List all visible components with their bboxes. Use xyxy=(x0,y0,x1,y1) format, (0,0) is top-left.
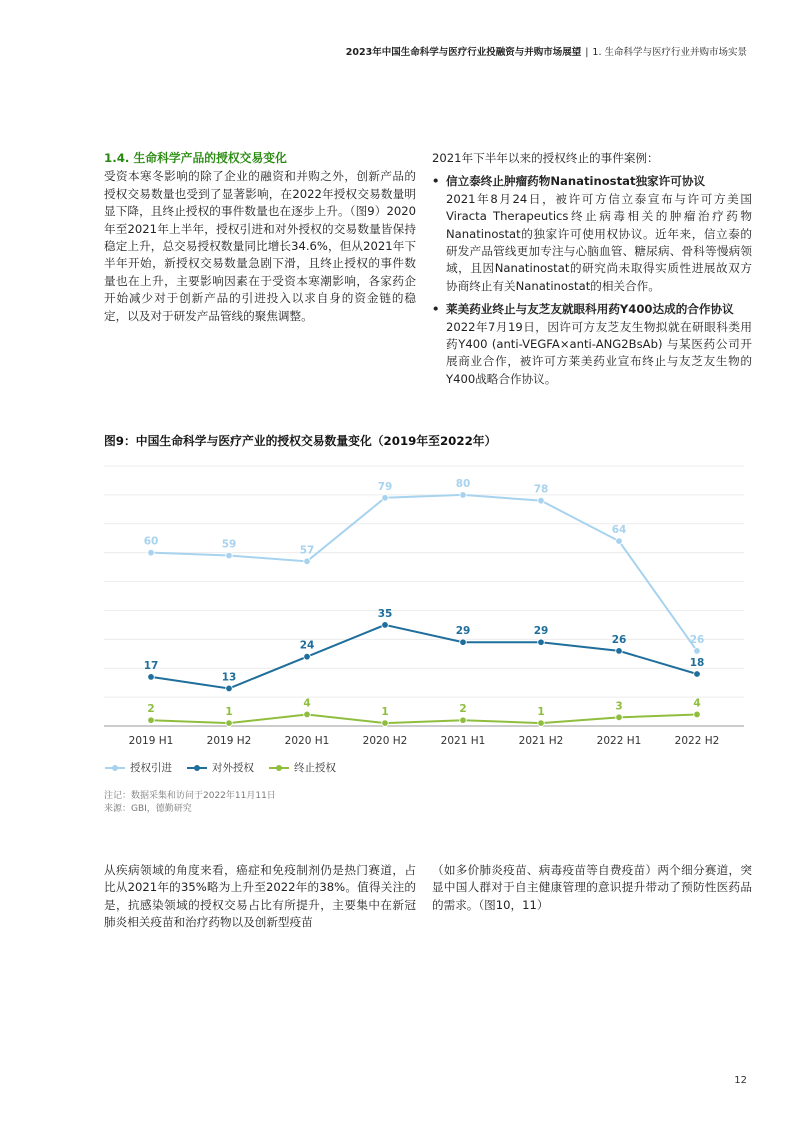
x-tick-label: 2022 H1 xyxy=(596,735,642,747)
report-title: 2023年中国生命科学与医疗行业投融资与并购市场展望 xyxy=(345,47,582,58)
left-column xyxy=(104,150,416,325)
case-body: 2022年7月19日，因许可方友芝友生物拟就在研眼科类用药Y400 (anti-VEGFA×anti-ANG2BsAb) 与某医药公司开展商业合作，被许可方莱美药业宣布终止与友芝友生物的Y400战略合作协议。 xyxy=(446,319,752,386)
data-label: 17 xyxy=(143,659,159,672)
data-label: 2 xyxy=(459,703,467,716)
data-point xyxy=(616,648,623,655)
data-label: 4 xyxy=(303,697,311,710)
x-tick-label: 2020 H1 xyxy=(284,735,330,747)
case-item xyxy=(432,173,752,295)
x-tick-label: 2021 H2 xyxy=(518,735,564,747)
x-tick-label: 2019 H1 xyxy=(128,735,174,747)
figure-title: 图9：中国生命科学与医疗产业的授权交易数量变化（2019年至2022年） xyxy=(104,434,497,448)
x-tick-label: 2020 H2 xyxy=(362,735,408,747)
figure-source: 来源：GBI，德勤研究 xyxy=(104,804,192,814)
data-point xyxy=(460,492,467,499)
legend-item xyxy=(268,760,336,775)
data-point xyxy=(538,497,545,504)
data-point xyxy=(148,549,155,556)
series-line xyxy=(151,714,697,723)
legend-item xyxy=(104,760,172,775)
case-body: 2021年8月24日，被许可方信立泰宣布与许可方美国Viracta Therapeutics终止病毒相关的肿瘤治疗药物Nanatinostat的独家许可使用权协议。近年来，信立泰的研发产品管线更加专注与心脑血管、糖尿病、骨科等慢病领域，且因Nanatinostat的研究尚未取得实质性进展故双方协商终止有关Nanatinostat的相关合作。 xyxy=(446,191,752,293)
x-tick-label: 2019 H2 xyxy=(206,735,252,747)
legend-label: 对外授权 xyxy=(212,762,254,774)
data-label: 18 xyxy=(689,657,705,669)
page-number: 12 xyxy=(734,1075,747,1086)
data-point xyxy=(538,639,545,646)
data-label: 3 xyxy=(615,700,623,713)
case-title: 莱美药业终止与友芝友就眼科用药Y400达成的合作协议 xyxy=(446,302,734,317)
bullet-icon: • xyxy=(432,174,440,189)
data-label: 79 xyxy=(377,480,393,493)
data-label: 29 xyxy=(533,625,549,638)
data-point xyxy=(460,639,467,646)
data-label: 4 xyxy=(693,697,701,710)
data-point xyxy=(148,717,155,724)
case-intro: 2021年下半年以来的授权终止的事件案例： xyxy=(432,151,659,165)
intro-paragraph: 受资本寒冬影响的除了企业的融资和并购之外，创新产品的授权交易数量也受到了显著影响，在2022年授权交易数量明显下降，且终止授权的事件数量也在逐步上升。（图9）2020年至2021年上半年，授权引进和对外授权的交易数量皆保持稳定上升，总交易授权数量同比增长34.6%，但从2021年下半年开始，新授权交易数量急剧下滑，且终止授权的事件数量也在上升，主要影响因素在于受资本寒潮影响，各家药企开始减少对于创新产品的引进投入以求自身的资金链的稳定，以及对于研发产品管线的聚焦调整。 xyxy=(104,169,416,323)
data-label: 57 xyxy=(299,544,315,557)
data-point xyxy=(694,648,701,655)
data-point xyxy=(616,538,623,545)
legend-label: 终止授权 xyxy=(294,762,336,774)
data-point xyxy=(382,494,389,501)
figure-note-block xyxy=(104,790,276,816)
data-label: 78 xyxy=(533,483,549,496)
case-title: 信立泰终止肿瘤药物Nanatinostat独家许可协议 xyxy=(446,174,706,189)
data-point xyxy=(304,653,311,660)
data-point xyxy=(304,558,311,565)
data-point xyxy=(304,711,311,718)
data-label: 80 xyxy=(455,477,471,490)
section-title: 1.4. 生命科学产品的授权交易变化 xyxy=(104,151,287,165)
page-header xyxy=(346,44,747,58)
legend-swatch xyxy=(104,762,126,774)
line-chart xyxy=(104,458,744,748)
data-point xyxy=(382,622,389,629)
legend-swatch xyxy=(186,762,208,774)
header-separator: | xyxy=(585,47,589,58)
data-label: 24 xyxy=(299,639,315,652)
data-label: 26 xyxy=(611,633,627,646)
data-label: 64 xyxy=(611,524,627,537)
x-tick-label: 2022 H2 xyxy=(674,735,720,747)
data-point xyxy=(694,671,701,678)
data-label: 13 xyxy=(221,671,237,684)
legend-marker xyxy=(194,765,200,771)
data-label: 26 xyxy=(689,633,705,646)
data-label: 60 xyxy=(143,535,159,548)
data-label: 29 xyxy=(455,625,471,638)
legend-item xyxy=(186,760,254,775)
case-item xyxy=(432,301,752,388)
data-point xyxy=(538,720,545,727)
legend-marker xyxy=(276,765,282,771)
data-label: 1 xyxy=(381,706,389,719)
data-point xyxy=(226,685,233,692)
data-point xyxy=(460,717,467,724)
data-label: 1 xyxy=(225,706,233,719)
data-label: 1 xyxy=(537,706,545,719)
bullet-icon: • xyxy=(432,302,440,317)
header-section: 1. 生命科学与医疗行业并购市场实景 xyxy=(592,47,747,58)
data-label: 35 xyxy=(377,607,393,620)
bottom-left-paragraph: 从疾病领域的角度来看，癌症和免疫制剂仍是热门赛道，占比从2021年的35%略为上升至2022年的38%。值得关注的是，抗感染领域的授权交易占比有所提升，主要集中在新冠肺炎相关疫苗和治疗药物以及创新型疫苗 xyxy=(104,863,416,930)
x-tick-label: 2021 H1 xyxy=(440,735,486,747)
data-point xyxy=(694,711,701,718)
data-point xyxy=(226,552,233,559)
bottom-right-paragraph: （如多价肺炎疫苗、病毒疫苗等自费疫苗）两个细分赛道，突显中国人群对于自主健康管理的意识提升带动了预防性医药品的需求。（图10，11） xyxy=(432,863,752,912)
data-point xyxy=(382,720,389,727)
data-label: 59 xyxy=(221,538,237,551)
chart-legend xyxy=(104,760,350,775)
right-column xyxy=(432,150,752,388)
legend-swatch xyxy=(268,762,290,774)
data-point xyxy=(616,714,623,721)
legend-label: 授权引进 xyxy=(130,762,172,774)
data-point xyxy=(226,720,233,727)
data-point xyxy=(148,674,155,681)
data-label: 2 xyxy=(147,703,155,716)
figure-note: 注记：数据采集和访问于2022年11月11日 xyxy=(104,791,276,801)
series-line xyxy=(151,495,697,651)
legend-marker xyxy=(112,765,118,771)
